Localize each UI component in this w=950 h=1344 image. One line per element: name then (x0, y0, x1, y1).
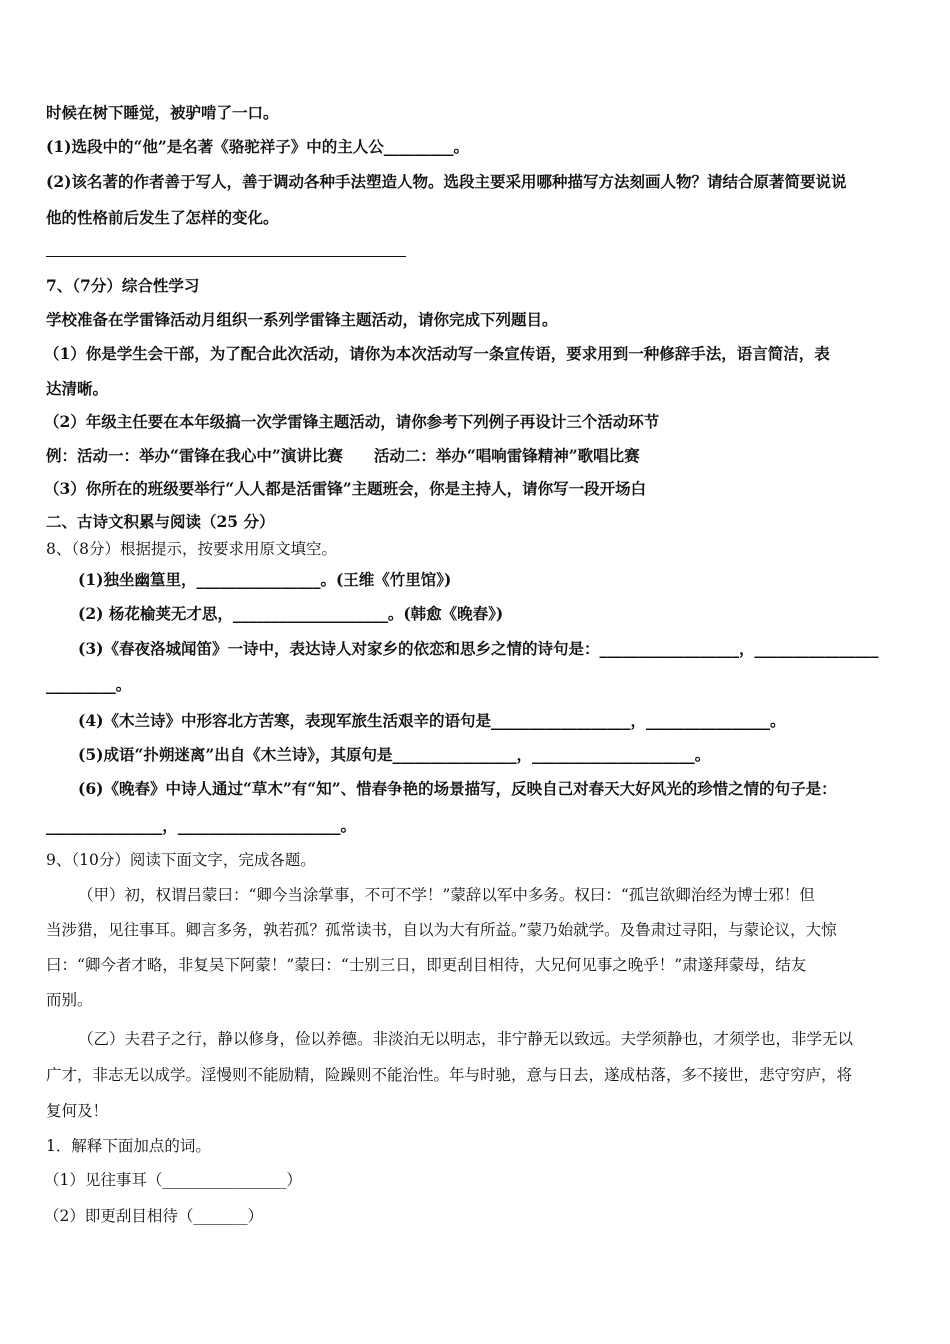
passage-yi-line1: （乙）夫君子之行，静以修身，俭以养德。非淡泊无以明志，非宁静无以致远。夫学须静也，才须学也，非学无以 (78, 1030, 854, 1048)
passage-yi-line2: 广才，非志无以成学。淫慢则不能励精，险躁则不能治性。年与时驰，意与日去，遂成枯落，多不接世，悲守穷庐，将 (46, 1066, 853, 1084)
question-7-heading: 7、（7分）综合性学习 (46, 276, 200, 295)
question-8-6: (6)《晚春》中诗人通过“草木”有“知”、惜春争艳的场景描写，反映自己对春天大好风光的珍惜之情的句子是： (78, 779, 837, 798)
question-9-1-1: （1）见往事耳（________________） (44, 1171, 302, 1189)
question-9-1: 1．解释下面加点的词。 (46, 1137, 211, 1155)
question-6-2: (2)该名著的作者善于写人，善于调动各种手法塑造人物。选段主要采用哪种描写方法刻画人物？请结合原著简要说说 (46, 172, 847, 191)
question-7-2: （2）年级主任要在本年级搞一次学雷锋主题活动，请你参考下列例子再设计三个活动环节 (44, 412, 660, 431)
question-9-1-2: （2）即更刮目相待（_______） (44, 1207, 264, 1225)
question-8-4: (4)《木兰诗》中形容北方苦寒，表现军旅生活艰辛的语句是__________________，________________。 (78, 711, 786, 730)
section-2-heading: 二、古诗文积累与阅读（25 分） (46, 512, 275, 531)
text-line: 时候在树下睡觉，被驴啃了一口。 (46, 103, 279, 122)
question-6-2-cont: 他的性格前后发生了怎样的变化。 (46, 208, 279, 227)
question-8-3: (3)《春夜洛城闻笛》一诗中，表达诗人对家乡的依恋和思乡之情的诗句是：__________________，________________ (78, 639, 879, 658)
question-7-3: （3）你所在的班级要举行“人人都是活雷锋”主题班会，你是主持人，请你写一段开场白 (44, 479, 647, 498)
question-6-1: (1)选段中的“他”是名著《骆驼祥子》中的主人公_________。 (46, 137, 470, 156)
passage-jia-line1: （甲）初，权谓吕蒙曰：“卿今当涂掌事，不可不学！”蒙辞以军中多务。权曰：“孤岂欲卿治经为博士邪！但 (78, 886, 815, 904)
question-7-1-cont: 达清晰。 (46, 379, 109, 398)
passage-yi-line3: 复何及！ (46, 1102, 109, 1120)
question-7-intro: 学校准备在学雷锋活动月组织一系列学雷锋主题活动，请你完成下列题目。 (46, 310, 558, 329)
question-7-1: （1）你是学生会干部，为了配合此次活动，请你为本次活动写一条宣传语，要求用到一种修辞手法，语言简洁，表 (44, 344, 830, 363)
question-8-3-cont: _________。 (46, 675, 132, 694)
question-8-1: (1)独坐幽篁里，________________。(王维《竹里馆》) (78, 570, 452, 589)
passage-jia-line4: 而别。 (46, 991, 93, 1009)
question-8-5: (5)成语“扑朔迷离”出自《木兰诗》，其原句是________________，_____________________。 (78, 745, 711, 764)
question-7-example: 例：活动一：举办“雷锋在我心中”演讲比赛 活动二：举办“唱响雷锋精神”歌唱比赛 (46, 446, 640, 465)
question-9-heading: 9、（10分）阅读下面文字，完成各题。 (46, 851, 316, 869)
passage-jia-line2: 当涉猎，见往事耳。卿言多务，孰若孤？孤常读书，自以为大有所益。”蒙乃始就学。及鲁肃过寻阳，与蒙论议，大惊 (46, 921, 837, 939)
answer-line (46, 256, 406, 257)
question-8-2: (2) 杨花榆荚无才思，____________________。(韩愈《晚春》) (78, 604, 504, 623)
passage-jia-line3: 曰：“卿今者才略，非复吴下阿蒙！”蒙曰：“士别三日，即更刮目相待，大兄何见事之晚乎！”肃遂拜蒙母，结友 (46, 956, 807, 974)
question-8-6-cont: _______________，_____________________。 (46, 816, 357, 835)
question-8-heading: 8、（8分）根据提示，按要求用原文填空。 (46, 540, 337, 558)
